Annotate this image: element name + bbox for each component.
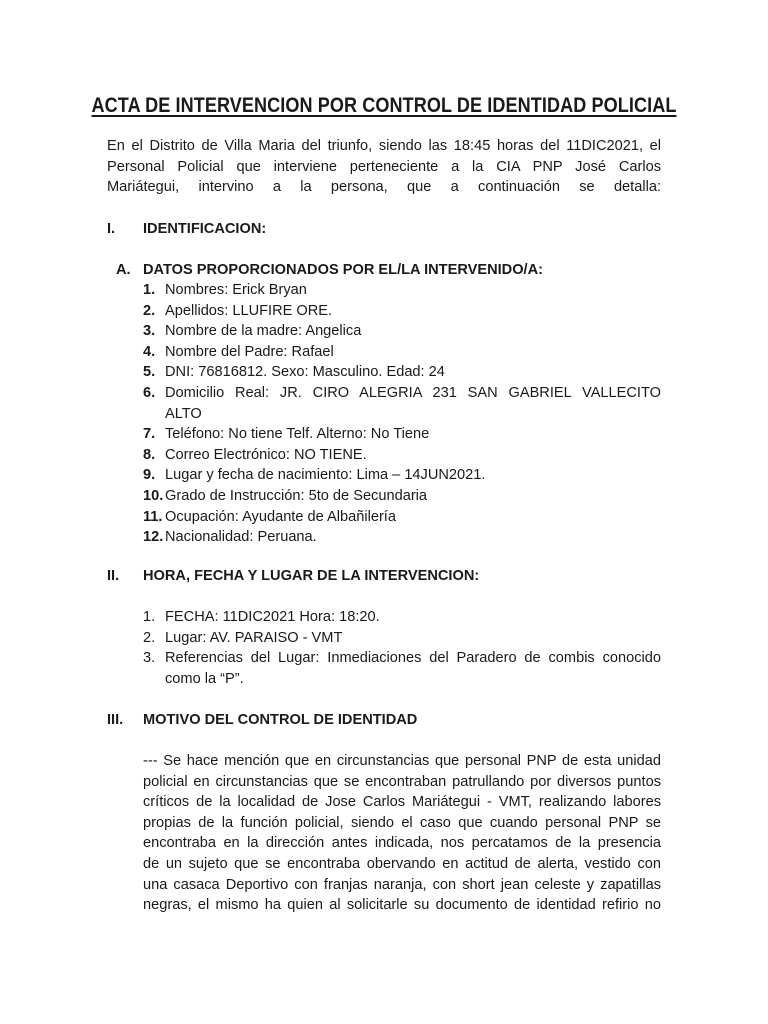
- list-item: 12. Nacionalidad: Peruana.: [143, 529, 317, 546]
- list-item: 7. Teléfono: No tiene Telf. Alterno: No Tiene: [143, 426, 430, 443]
- section-number: I.: [107, 221, 116, 237]
- intro-line: En el Distrito de Villa Maria del triunfo, siendo las 18:45 horas del 11DIC2021, el: [107, 138, 661, 154]
- datos-list: [143, 280, 661, 548]
- list-item: 2. Lugar: AV. PARAISO - VMT: [143, 629, 343, 646]
- list-item: 3. Nombre de la madre: Angelica: [143, 323, 362, 340]
- section-title: HORA, FECHA Y LUGAR DE LA INTERVENCION:: [143, 568, 480, 584]
- section-title: MOTIVO DEL CONTROL DE IDENTIDAD: [143, 712, 418, 728]
- list-item: 11. Ocupación: Ayudante de Albañilería: [143, 508, 396, 525]
- motivo-line: una casaca Deportivo con franjas naranja, con short jean celeste y zapatillas: [143, 876, 661, 893]
- motivo-line: policial en circunstancias que se encontraban patrullando por diversos puntos: [143, 773, 661, 790]
- motivo-paragraph: [143, 751, 661, 916]
- list-item: 4. Nombre del Padre: Rafael: [143, 343, 334, 360]
- intro-paragraph: [107, 136, 661, 198]
- motivo-line: --- Se hace mención que en circunstancias que personal PNP de esta unidad: [143, 753, 661, 769]
- motivo-line: críticos de la localidad de Jose Carlos Mariátegui - VMT, realizando labores: [143, 794, 661, 811]
- section-intervencion-heading: [107, 566, 667, 587]
- subsection-datos-heading: [116, 260, 676, 281]
- list-item: 10. Grado de Instrucción: 5to de Secundaria: [143, 487, 428, 504]
- list-item: 8. Correo Electrónico: NO TIENE.: [143, 446, 367, 463]
- subsection-letter: A.: [116, 262, 131, 278]
- section-identificacion-heading: [107, 219, 667, 240]
- intervencion-list: [143, 607, 661, 689]
- section-number: II.: [107, 568, 120, 584]
- list-item: 6. Domicilio Real: JR. CIRO ALEGRIA 231 SAN GABRIEL VALLECITO ALTO: [143, 384, 661, 422]
- section-title: IDENTIFICACION:: [143, 221, 267, 237]
- subsection-title: DATOS PROPORCIONADOS POR EL/LA INTERVENIDO/A:: [143, 262, 544, 278]
- document-title: ACTA DE INTERVENCION POR CONTROL DE IDENTIDAD POLICIAL: [91, 94, 677, 117]
- motivo-line: de un sujeto que se encontraba obervando en actitud de alerta, vestido con: [143, 855, 661, 872]
- list-item: 3. Referencias del Lugar: Inmediaciones del Paradero de combis conocido como la “P”.: [143, 650, 661, 687]
- list-item: 5. DNI: 76816812. Sexo: Masculino. Edad: 24: [143, 364, 445, 381]
- motivo-line: negras, el mismo ha quien al solicitarle su documento de identidad refirio no: [143, 897, 661, 914]
- motivo-line: propias de la función policial, siendo el caso que cuando personal PNP se: [143, 814, 661, 831]
- section-motivo-heading: [107, 710, 667, 731]
- section-number: III.: [107, 712, 124, 728]
- list-item: 1. FECHA: 11DIC2021 Hora: 18:20.: [143, 609, 380, 625]
- list-item: 2. Apellidos: LLUFIRE ORE.: [143, 302, 333, 319]
- intro-line: Personal Policial que interviene perteneciente a la CIA PNP José Carlos: [107, 158, 661, 175]
- list-item: 9. Lugar y fecha de nacimiento: Lima – 14JUN2021.: [143, 467, 486, 484]
- motivo-line: encontraba en la dirección antes indicada, nos percatamos de la presencia: [143, 835, 661, 852]
- intro-line: Mariátegui, intervino a la persona, que a continuación se detalla:: [107, 179, 661, 196]
- list-item: 1. Nombres: Erick Bryan: [143, 282, 307, 298]
